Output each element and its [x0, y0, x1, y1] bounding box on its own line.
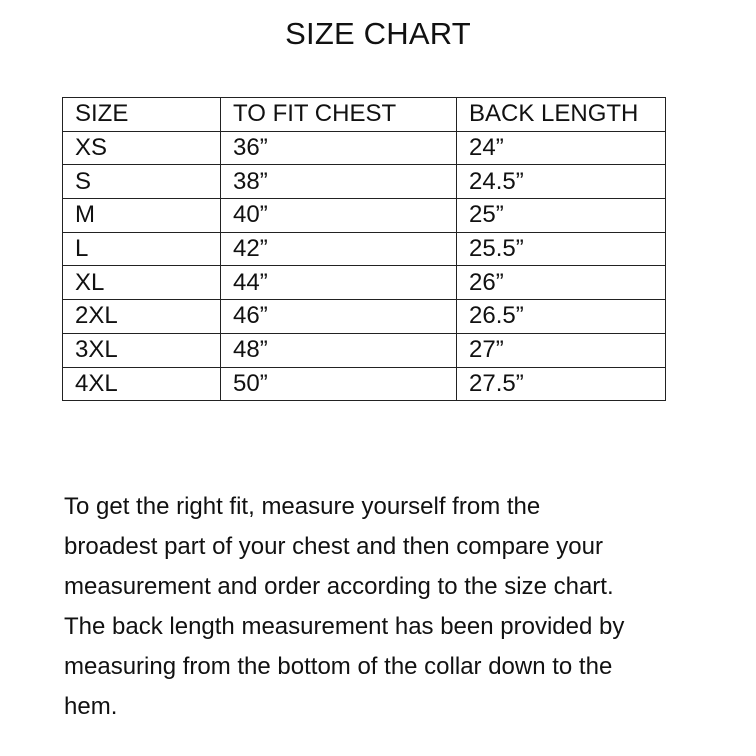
- cell-chest: 42”: [221, 232, 457, 266]
- cell-back-length: 27.5”: [457, 367, 666, 401]
- cell-chest: 38”: [221, 165, 457, 199]
- cell-chest: 46”: [221, 300, 457, 334]
- header-to-fit-chest: TO FIT CHEST: [221, 98, 457, 132]
- header-back-length: BACK LENGTH: [457, 98, 666, 132]
- cell-size: S: [63, 165, 221, 199]
- table-row: [63, 199, 666, 233]
- table-row: [63, 131, 666, 165]
- cell-size: 3XL: [63, 333, 221, 367]
- cell-chest: 48”: [221, 333, 457, 367]
- size-chart-table: [62, 97, 666, 401]
- cell-back-length: 26.5”: [457, 300, 666, 334]
- header-size: SIZE: [63, 98, 221, 132]
- cell-size: XL: [63, 266, 221, 300]
- cell-back-length: 25.5”: [457, 232, 666, 266]
- cell-back-length: 27”: [457, 333, 666, 367]
- cell-size: 2XL: [63, 300, 221, 334]
- page-title: SIZE CHART: [285, 16, 471, 51]
- cell-back-length: 24.5”: [457, 165, 666, 199]
- cell-back-length: 24”: [457, 131, 666, 165]
- table-row: [63, 367, 666, 401]
- table-row: [63, 266, 666, 300]
- cell-chest: 36”: [221, 131, 457, 165]
- table-row: [63, 300, 666, 334]
- cell-chest: 40”: [221, 199, 457, 233]
- table-row: [63, 333, 666, 367]
- cell-size: 4XL: [63, 367, 221, 401]
- cell-size: XS: [63, 131, 221, 165]
- cell-chest: 44”: [221, 266, 457, 300]
- cell-size: M: [63, 199, 221, 233]
- cell-size: L: [63, 232, 221, 266]
- cell-back-length: 25”: [457, 199, 666, 233]
- cell-chest: 50”: [221, 367, 457, 401]
- table-header-row: [63, 98, 666, 132]
- measurement-instructions: To get the right fit, measure yourself from the broadest part of your chest and then compare your measurement and order according to the size chart. The back length measurement has been provided by measuring from the bottom of the collar down to the hem.: [64, 493, 625, 720]
- table-row: [63, 165, 666, 199]
- table-row: [63, 232, 666, 266]
- cell-back-length: 26”: [457, 266, 666, 300]
